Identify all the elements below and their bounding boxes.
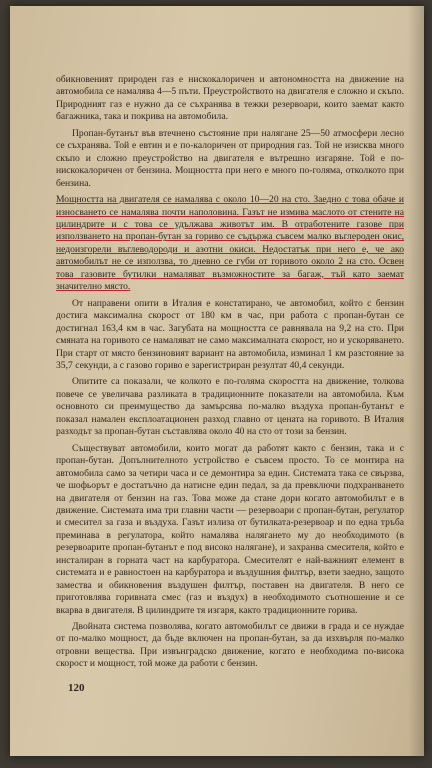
paragraph-4: От направени опити в Италия е констатирано, че автомобил, който с бензин достига максимална скорост от 180 км в час, при работа с пропан-бутан се достигнал 163,4 км в час. Загубата на мощността се равнявала на 9,2 на сто. При смяната на горивото се намаляват не само максималната скорост, но и ускоряването. При старт от място бензиновият вариант на автомобила, изминал 1 км разстояние за 35,7 секунди, а с газово гориво е зарегистриран резултат 40,4 секунди. <box>56 297 404 371</box>
page-edge-shadow <box>408 6 424 756</box>
underlined-passage: Мощността на двигателя се намалява с около 10—20 на сто. Заедно с това обаче и износването се намалява почти наполовина. Газът не измива маслото от стените на цилиндрите и с това се удължава животът им. В отработените газове при използването на пропан-бутан за гориво се съдържа съвсем малко въглероден окис, недоизгорели въглеводороди и азотни окиси. Недостатък при него е, че ако автомобилът не се използва, то дневно се губи от горивото около 2 на сто. Освен това газовите бутилки намаляват възможностите за багаж, тъй като заемат значително място. <box>56 194 404 293</box>
book-page <box>10 6 424 756</box>
paragraph-1: обикновеният природен газ е нискокалоричен и автономността на движение на автомобила се намалява 4—5 пъти. Преустройството на двигателя е сложно и скъпо. Природният газ е нужно да се съхранява в тежки резервоари, които заемат както багажника, така и покрива на автомобила. <box>56 74 404 123</box>
body-text <box>56 74 404 675</box>
paragraph-7: Двойната система позволява, когато автомобилът се движи в града и се нуждае от по-малко мощност, да бъде включен на пропан-бутан, за да изхвърля по-малко отровни вещества. При извънградско движение, когато е необходима по-висока скорост и мощност, той може да работи с бензин. <box>56 621 404 670</box>
page-number: 120 <box>68 682 85 694</box>
paragraph-2: Пропан-бутанът във втечнено състояние при налягане 25—50 атмосфери лесно се съхранява. Той е евтин и е по-калоричен от природния газ. Той не изисква много скъпо и сложно преустройство на двигателя е вътрешно изгаряне. Той е по-нискокалоричен от бензина. Мощността при него е много по-голяма, отколкото при бензина. <box>56 127 404 189</box>
paragraph-5: Опитите са показали, че колкото е по-голяма скоростта на движение, толкова повече се увеличава разликата в традиционните показатели на автомобила. Към основното си преимущество да замърсява по-малко въздуха пропан-бутанът е показал намален експлоатационен разход главно от цената на горивото. В Италия разходът за пропан-бутан съставлява около 40 на сто от този за бензин. <box>56 376 404 438</box>
paragraph-6: Съществуват автомобили, които могат да работят както с бензин, така и с пропан-бутан. Допълнителното устройство е съвсем просто. То се монтира на автомобила само за четири часа и се демонтира за един. Системата така се свързва, че шофьорът е достатъчно да натисне един педал, за да превключи подхранването на двигателя от бензин на газ. Това може да стане дори когато автомобилът е в движение. Системата има три главни части — резервоари с пропан-бутан, регулатор и смесител за газа и въздуха. Газът излиза от бутилката-резервоар и по една тръба преминава в регулатора, който намалява налягането му до необходимото (в резервоарите пропан-бутанът е под високо налягане), и захранва смесителя, който е инсталиран в горната част на карбуратора. Смесителят е най-важният елемент в системата и е равностоен на карбуратора и въздушния филтър, взети заедно, защото замества и обикновения въздушен филтър, поставен на двигателя. В него се приготовлява горивната смес (газ и въздух) в необходимото съотношение и се вкарва в двигателя. В цилиндрите тя изгаря, както традиционните горива. <box>56 442 404 616</box>
paragraph-3-underlined <box>56 194 404 294</box>
